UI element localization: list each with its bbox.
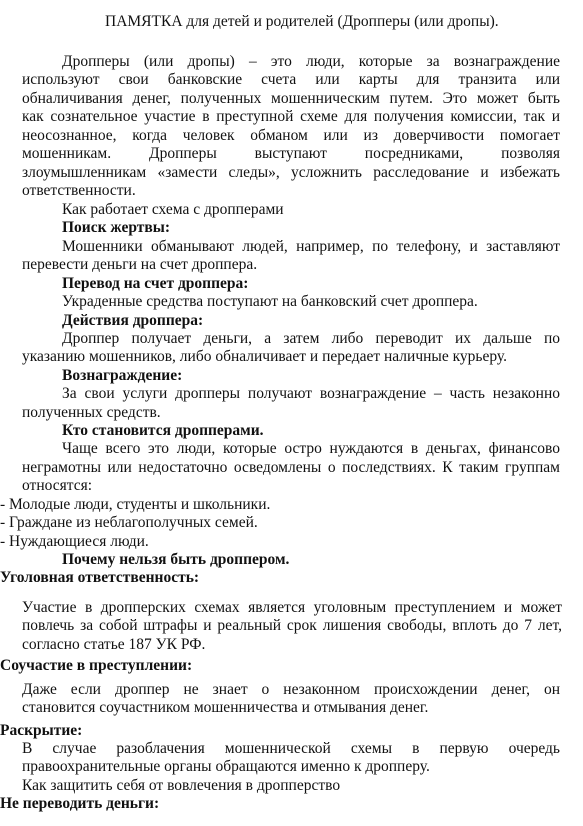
group-list-item: - Граждане из неблагополучных семей. xyxy=(0,514,258,531)
step-title: Перевод на счет дроппера: xyxy=(62,275,249,292)
intro-line: используют свои банковские счета или карты для транзита или xyxy=(22,71,560,88)
intro-line: как сознательное участие в преступной схеме для получения комиссии, так и xyxy=(22,108,560,125)
document-title: ПАМЯТКА для детей и родителей (Дропперы (или дропы). xyxy=(105,13,499,30)
why-heading: Почему нельзя быть дроппером. xyxy=(62,551,290,568)
step-text-line: Дроппер получает деньги, а затем либо переводит их дальше по xyxy=(62,330,560,347)
step-text-line: Мошенники обманывают людей, например, по телефону, и заставляют xyxy=(62,238,560,255)
who-text-line: Чаще всего это люди, которые остро нуждаются в деньгах, финансово xyxy=(62,440,560,457)
step-text-line: За свои услуги дропперы получают вознаграждение – часть незаконно xyxy=(62,385,560,402)
reason-text-line: В случае разоблачения мошеннической схемы в первую очередь xyxy=(22,740,560,757)
intro-line: ответственности. xyxy=(22,182,136,199)
reason-title: Уголовная ответственность: xyxy=(0,569,200,586)
step-title: Действия дроппера: xyxy=(62,312,204,329)
reason-text-line: Даже если дроппер не знает о незаконном происхождении денег, он xyxy=(22,681,560,698)
who-heading: Кто становится дропперами. xyxy=(62,422,264,439)
group-list-item: - Молодые люди, студенты и школьники. xyxy=(0,496,271,513)
who-text-line: неграмотны или недостаточно осведомлены о последствиях. К таким группам xyxy=(22,459,560,476)
reason-text-line: становится соучастником мошенничества и отмывания денег. xyxy=(22,699,429,716)
scheme-heading: Как работает схема с дропперами xyxy=(62,201,284,218)
step-title: Поиск жертвы: xyxy=(62,219,171,236)
step-text-line: Украденные средства поступают на банковский счет дроппера. xyxy=(62,293,478,310)
intro-line: Дропперы (или дропы) – это люди, которые за вознаграждение xyxy=(62,53,560,70)
intro-line: злоумышленникам «замести следы», усложнить расследование и избежать xyxy=(22,164,560,181)
step-text-line: полученных средств. xyxy=(22,404,161,421)
reason-text-line: согласно статье 187 УК РФ. xyxy=(22,636,206,653)
reason-text-line: правоохранительные органы обращаются именно к дропперу. xyxy=(22,758,430,775)
who-text-line: относятся: xyxy=(22,477,93,494)
group-list-item: - Нуждающиеся люди. xyxy=(0,533,149,550)
reason-title: Раскрытие: xyxy=(0,722,83,739)
protect-heading: Как защитить себя от вовлечения в дропперство xyxy=(22,777,341,794)
reason-text-line: Участие в дропперских схемах является уголовным преступлением и может xyxy=(22,599,562,616)
protect-item-title: Не переводить деньги: xyxy=(0,795,160,812)
step-text-line: указанию мошенников, либо обналичивает и передает наличные курьеру. xyxy=(22,348,507,365)
intro-line: обналичивания денег, полученных мошенническим путем. Это может быть xyxy=(22,90,560,107)
reason-text-line: повлечь за собой штрафы и реальный срок лишения свободы, вплоть до 7 лет, xyxy=(22,617,562,634)
step-text-line: перевести деньги на счет дроппера. xyxy=(22,256,258,273)
step-title: Вознаграждение: xyxy=(62,367,183,384)
reason-title: Соучастие в преступлении: xyxy=(0,657,193,674)
intro-line: мошенникам. Дропперы выступают посредниками, позволяя xyxy=(22,145,560,162)
intro-line: неосознанное, когда человек обманом или из доверчивости помогает xyxy=(22,127,560,144)
